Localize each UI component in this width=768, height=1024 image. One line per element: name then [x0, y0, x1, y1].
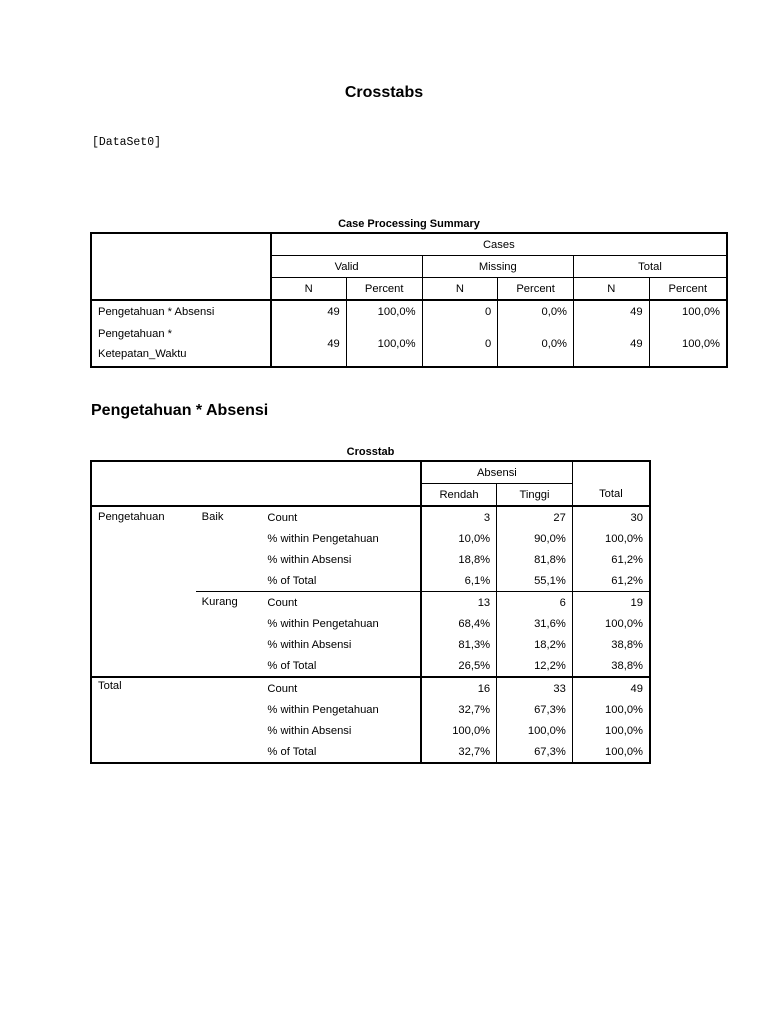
cell: 67,3% — [497, 741, 573, 763]
stat-label: Count — [261, 677, 421, 699]
sub-header: N — [574, 278, 650, 301]
cell: 49 — [574, 322, 650, 367]
row-label-line1: Pengetahuan * — [98, 328, 173, 340]
row-label: Pengetahuan * Absensi — [91, 300, 271, 322]
cell: 16 — [421, 677, 497, 699]
cell: 0,0% — [498, 322, 574, 367]
case-summary-caption: Case Processing Summary — [338, 218, 480, 230]
table-row — [91, 677, 650, 699]
row-var-label: Pengetahuan — [91, 506, 196, 677]
stat-label: % within Absensi — [267, 553, 352, 566]
table-row — [91, 506, 650, 528]
header-blank — [572, 461, 650, 484]
cell: 49 — [271, 300, 347, 322]
cell: 81,3% — [421, 634, 497, 655]
cell: 100,0% — [572, 741, 650, 763]
stat-label: % of Total — [261, 570, 421, 592]
cell: 90,0% — [497, 528, 573, 549]
row-label — [91, 322, 271, 367]
stat-label: % within Absensi — [267, 724, 352, 737]
stat-label: % of Total — [267, 659, 317, 672]
cell: 38,8% — [572, 655, 650, 677]
stat-label: % within Absensi — [267, 638, 352, 651]
cell: 55,1% — [497, 570, 573, 592]
cell: 38,8% — [572, 634, 650, 655]
stat-label: Count — [261, 506, 421, 528]
cell: 13 — [421, 592, 497, 614]
cell: 26,5% — [421, 655, 497, 677]
cell: 33 — [497, 677, 573, 699]
group-label-kurang: Kurang — [201, 596, 238, 608]
row-label-line2: Ketepatan_Waktu — [98, 348, 187, 360]
cell: 49 — [574, 300, 650, 322]
stat-label: Count — [267, 596, 298, 609]
header-stub — [91, 461, 421, 506]
sub-header: N — [422, 278, 498, 301]
cell: 18,8% — [421, 549, 497, 570]
cell: 49 — [271, 322, 347, 367]
group-label-baik: Baik — [196, 506, 262, 592]
sub-header: Percent — [346, 278, 422, 301]
cell: 32,7% — [421, 699, 497, 720]
cell: 0 — [422, 300, 498, 322]
cell: 61,2% — [572, 570, 650, 592]
cell: 100,0% — [649, 300, 727, 322]
total-row-label: Total — [91, 677, 261, 763]
cell: 100,0% — [572, 699, 650, 720]
cell: 100,0% — [421, 720, 497, 741]
stat-label: % within Pengetahuan — [267, 703, 379, 716]
cell: 31,6% — [497, 613, 573, 634]
dataset-label: [DataSet0] — [92, 136, 162, 149]
cell: 10,0% — [421, 528, 497, 549]
crosstab-caption: Crosstab — [346, 446, 395, 458]
cell: 18,2% — [497, 634, 573, 655]
cell: 27 — [497, 506, 573, 528]
sub-header: N — [271, 278, 347, 301]
cell: 3 — [421, 506, 497, 528]
stat-label: % within Pengetahuan — [267, 617, 379, 630]
cell: 30 — [572, 506, 650, 528]
col-header-rendah: Rendah — [421, 484, 497, 507]
crosstab-table — [90, 460, 651, 764]
cell: 0,0% — [498, 300, 574, 322]
cell: 100,0% — [346, 300, 422, 322]
cell: 32,7% — [421, 741, 497, 763]
cell: 19 — [572, 592, 650, 614]
table-row — [91, 300, 727, 322]
cases-header: Cases — [271, 233, 727, 256]
page-title: Crosstabs — [344, 84, 424, 101]
cell: 61,2% — [572, 549, 650, 570]
header-stub — [91, 233, 271, 300]
col-header-tinggi: Tinggi — [497, 484, 573, 507]
cell: 49 — [572, 677, 650, 699]
table-row — [91, 322, 727, 367]
cell: 6,1% — [421, 570, 497, 592]
cell: 100,0% — [346, 322, 422, 367]
cell: 100,0% — [497, 720, 573, 741]
sub-header: Percent — [498, 278, 574, 301]
total-header: Total — [574, 256, 728, 278]
sub-header: Percent — [649, 278, 727, 301]
valid-header: Valid — [271, 256, 422, 278]
section-title: Pengetahuan * Absensi — [91, 402, 269, 419]
cell: 100,0% — [572, 613, 650, 634]
stat-label: % within Pengetahuan — [267, 532, 379, 545]
col-header-total: Total — [572, 484, 650, 507]
cell: 12,2% — [497, 655, 573, 677]
stat-label: % of Total — [267, 745, 317, 758]
cell: 68,4% — [421, 613, 497, 634]
cell: 6 — [497, 592, 573, 614]
cell: 67,3% — [497, 699, 573, 720]
missing-header: Missing — [422, 256, 573, 278]
cell: 0 — [422, 322, 498, 367]
cell: 81,8% — [497, 549, 573, 570]
case-processing-summary-table — [90, 232, 728, 368]
absensi-header: Absensi — [421, 461, 572, 484]
cell: 100,0% — [572, 528, 650, 549]
cell: 100,0% — [649, 322, 727, 367]
cell: 100,0% — [572, 720, 650, 741]
